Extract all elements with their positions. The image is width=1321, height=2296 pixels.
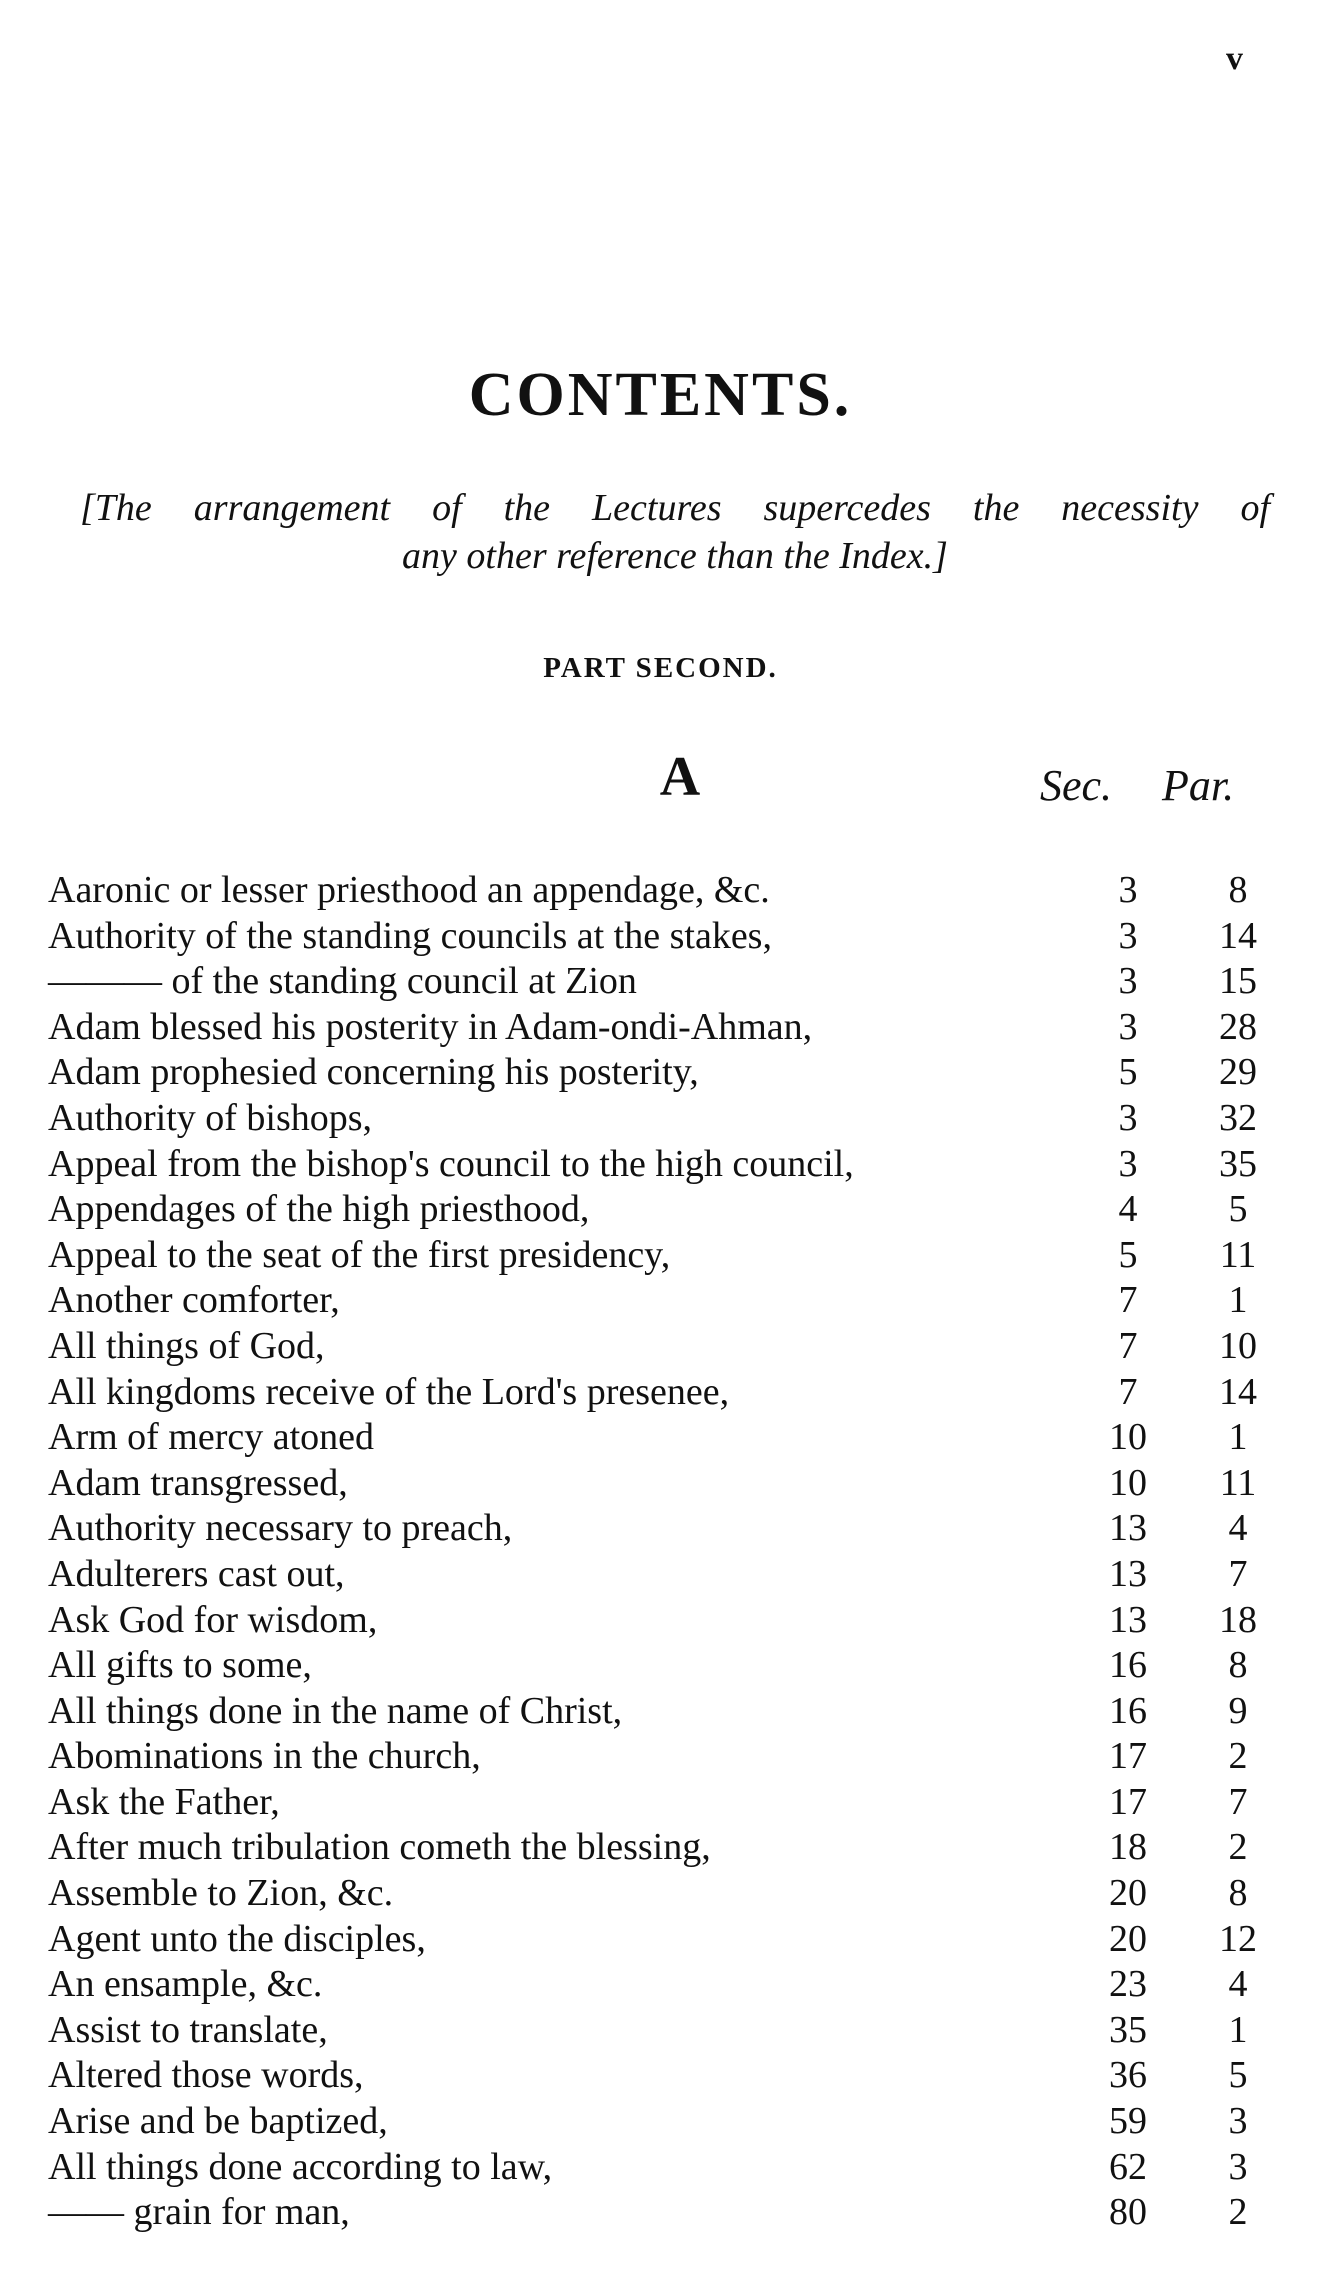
entry-text: Assemble to Zion, &c. <box>48 1872 394 1915</box>
list-item <box>48 1370 1288 1416</box>
list-item <box>48 1187 1288 1233</box>
part-heading: PART SECOND. <box>543 652 778 684</box>
entry-section-number: 5 <box>1118 1051 1138 1094</box>
entry-section-number: 3 <box>1118 960 1138 1003</box>
list-item <box>48 959 1288 1005</box>
entry-paragraph-number: 3 <box>1228 2100 1248 2143</box>
entry-text: Authority necessary to preach, <box>48 1507 513 1550</box>
entry-paragraph-number: 32 <box>1219 1096 1257 1139</box>
bracketed-note <box>80 484 1270 580</box>
entry-section-number: 20 <box>1109 1917 1147 1960</box>
entry-section-number: 4 <box>1118 1188 1138 1231</box>
entry-section-number: 16 <box>1109 1644 1147 1687</box>
entry-paragraph-number: 1 <box>1228 2008 1248 2051</box>
list-item <box>48 1050 1288 1096</box>
entry-paragraph-number: 7 <box>1228 1552 1248 1595</box>
entry-paragraph-number: 8 <box>1228 869 1248 911</box>
entry-section-number: 23 <box>1109 1963 1147 2006</box>
entry-section-number: 10 <box>1109 1416 1147 1459</box>
entry-text: Agent unto the disciples, <box>48 1917 426 1960</box>
entry-text: Altered those words, <box>48 2054 364 2097</box>
list-item <box>48 2145 1288 2191</box>
entry-text: All kingdoms receive of the Lord's presenee, <box>48 1370 730 1413</box>
list-item <box>48 1780 1288 1826</box>
entry-paragraph-number: 11 <box>1219 1233 1257 1276</box>
entry-paragraph-number: 4 <box>1228 1963 1248 2006</box>
entry-paragraph-number: 5 <box>1228 2054 1248 2097</box>
column-header-sec: Sec. <box>1040 761 1113 810</box>
entry-paragraph-number: 5 <box>1228 1188 1248 1231</box>
column-header-par: Par. <box>1162 761 1235 810</box>
list-item <box>48 1096 1288 1142</box>
entry-section-number: 3 <box>1118 869 1138 911</box>
entry-paragraph-number: 2 <box>1228 1826 1248 1869</box>
note-line-2: any other reference than the Index.] <box>402 535 948 577</box>
page-title: CONTENTS. <box>468 361 853 429</box>
list-item <box>48 1142 1288 1188</box>
entry-text: All things done according to law, <box>48 2145 553 2188</box>
list-item <box>48 1825 1288 1871</box>
entry-text: Ask the Father, <box>48 1780 280 1823</box>
entry-text: —— grain for man, <box>48 2191 350 2234</box>
entry-paragraph-number: 4 <box>1228 1507 1248 1550</box>
entry-paragraph-number: 9 <box>1228 1689 1248 1732</box>
entry-text: Adam blessed his posterity in Adam-ondi-Ahman, <box>48 1005 813 1048</box>
list-item <box>48 1871 1288 1917</box>
entry-text: Adulterers cast out, <box>48 1552 345 1595</box>
entry-text: Adam prophesied concerning his posterity, <box>48 1051 699 1094</box>
entry-section-number: 13 <box>1109 1552 1147 1595</box>
entry-paragraph-number: 1 <box>1228 1416 1248 1459</box>
entry-section-number: 13 <box>1109 1598 1147 1641</box>
list-item <box>48 868 1288 914</box>
entry-section-number: 80 <box>1109 2191 1147 2234</box>
entry-text: Adam transgressed, <box>48 1461 348 1504</box>
entry-section-number: 16 <box>1109 1689 1147 1732</box>
entry-text: Another comforter, <box>48 1279 340 1322</box>
entry-section-number: 3 <box>1118 1005 1138 1048</box>
list-item <box>48 1324 1288 1370</box>
entry-text: All gifts to some, <box>48 1644 312 1687</box>
entry-paragraph-number: 28 <box>1219 1005 1257 1048</box>
list-item <box>48 2008 1288 2054</box>
entry-text: Appeal from the bishop's council to the high council, <box>48 1142 854 1185</box>
entry-text: Appeal to the seat of the first presidency, <box>48 1233 671 1276</box>
entry-paragraph-number: 7 <box>1228 1780 1248 1823</box>
contents-list <box>48 868 1288 2236</box>
list-item <box>48 1734 1288 1780</box>
entry-text: Abominations in the church, <box>48 1735 481 1778</box>
entry-paragraph-number: 3 <box>1228 2145 1248 2188</box>
note-line-1: [The arrangement of the Lectures supercedes the necessity of <box>80 487 1270 529</box>
list-item <box>48 1506 1288 1552</box>
entry-text: Authority of bishops, <box>48 1096 373 1139</box>
entry-paragraph-number: 18 <box>1219 1598 1257 1641</box>
list-item <box>48 1689 1288 1735</box>
entry-section-number: 3 <box>1118 1142 1138 1185</box>
entry-section-number: 3 <box>1118 914 1138 957</box>
list-item <box>48 1917 1288 1963</box>
entry-section-number: 17 <box>1109 1735 1147 1778</box>
entry-section-number: 20 <box>1109 1872 1147 1915</box>
entry-section-number: 59 <box>1109 2100 1147 2143</box>
entry-section-number: 17 <box>1109 1780 1147 1823</box>
entry-text: Assist to translate, <box>48 2008 328 2051</box>
entry-text: Aaronic or lesser priesthood an appendage, &c. <box>48 869 770 911</box>
entry-text: Arise and be baptized, <box>48 2100 388 2143</box>
entry-text: All things done in the name of Christ, <box>48 1689 623 1732</box>
entry-text: Arm of mercy atoned <box>48 1416 375 1459</box>
entry-paragraph-number: 1 <box>1228 1279 1248 1322</box>
entry-section-number: 35 <box>1109 2008 1147 2051</box>
list-item <box>48 1643 1288 1689</box>
entry-section-number: 18 <box>1109 1826 1147 1869</box>
entry-section-number: 7 <box>1118 1370 1138 1413</box>
page-number: v <box>1226 40 1243 77</box>
entry-paragraph-number: 14 <box>1219 1370 1257 1413</box>
list-item <box>48 1598 1288 1644</box>
entry-text: Authority of the standing councils at the stakes, <box>48 914 772 957</box>
list-item <box>48 2099 1288 2145</box>
entry-text: After much tribulation cometh the blessing, <box>48 1826 711 1869</box>
entry-paragraph-number: 10 <box>1219 1324 1257 1367</box>
entry-paragraph-number: 12 <box>1219 1917 1257 1960</box>
entry-paragraph-number: 2 <box>1228 1735 1248 1778</box>
entry-text: ——— of the standing council at Zion <box>48 960 637 1003</box>
list-item <box>48 1005 1288 1051</box>
list-item <box>48 1415 1288 1461</box>
list-item <box>48 2053 1288 2099</box>
list-item <box>48 1552 1288 1598</box>
list-item <box>48 2190 1288 2236</box>
entry-text: An ensample, &c. <box>48 1963 323 2006</box>
entry-paragraph-number: 8 <box>1228 1872 1248 1915</box>
list-item <box>48 1962 1288 2008</box>
entry-section-number: 5 <box>1118 1233 1138 1276</box>
list-item <box>48 914 1288 960</box>
entry-paragraph-number: 35 <box>1219 1142 1257 1185</box>
entry-section-number: 7 <box>1118 1279 1138 1322</box>
entry-section-number: 10 <box>1109 1461 1147 1504</box>
entry-text: Ask God for wisdom, <box>48 1598 378 1641</box>
entry-section-number: 13 <box>1109 1507 1147 1550</box>
entry-paragraph-number: 8 <box>1228 1644 1248 1687</box>
list-item <box>48 1278 1288 1324</box>
section-letter: A <box>659 746 701 808</box>
entry-section-number: 62 <box>1109 2145 1147 2188</box>
entry-paragraph-number: 15 <box>1219 960 1257 1003</box>
entry-text: Appendages of the high priesthood, <box>48 1188 590 1231</box>
list-item <box>48 1233 1288 1279</box>
entry-paragraph-number: 2 <box>1228 2191 1248 2234</box>
entry-paragraph-number: 11 <box>1219 1461 1257 1504</box>
entry-paragraph-number: 14 <box>1219 914 1257 957</box>
entry-section-number: 3 <box>1118 1096 1138 1139</box>
list-item <box>48 1461 1288 1507</box>
entry-section-number: 36 <box>1109 2054 1147 2097</box>
entry-section-number: 7 <box>1118 1324 1138 1367</box>
entry-text: All things of God, <box>48 1324 325 1367</box>
entry-paragraph-number: 29 <box>1219 1051 1257 1094</box>
